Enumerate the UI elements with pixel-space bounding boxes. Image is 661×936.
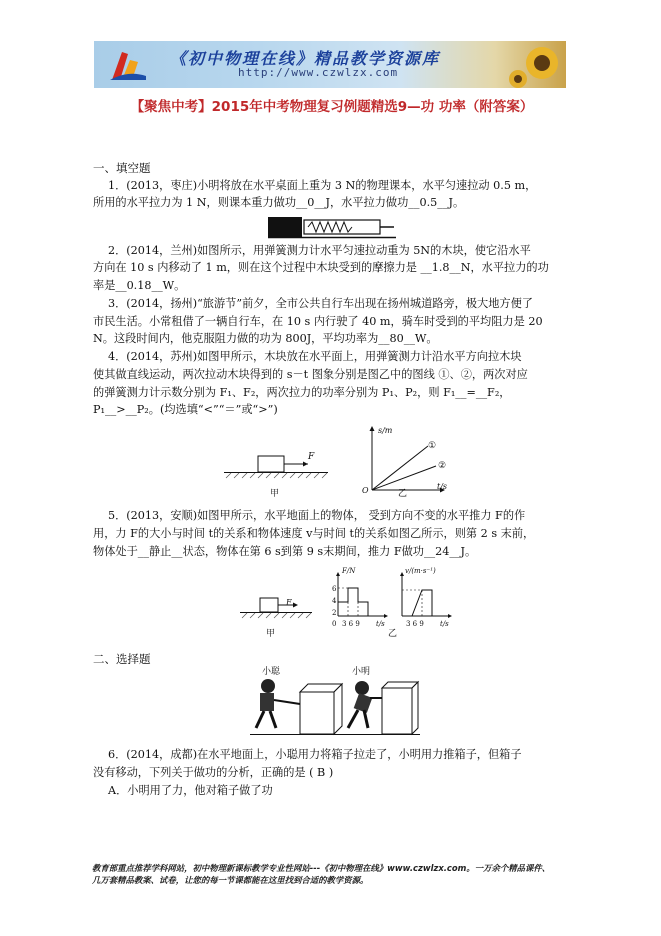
footer-line-1: 教育部重点推荐学科网站，初中物理新课标教学专业性网站---《初中物理在线》www.czwlzx.com。一万余个精品课件、 — [92, 863, 551, 873]
q3-line-1: 3．(2014，扬州)“旅游节”前夕，全市公共自行车出现在扬州城道路旁，极大地方便了 — [108, 297, 533, 310]
q5-v-axis-label: v/(m·s⁻¹) — [405, 567, 436, 575]
q4-line-2-label: ② — [438, 461, 447, 471]
force-step-line — [338, 588, 368, 616]
banner-url: http://www.czwlzx.com — [238, 66, 399, 79]
q6-option-a: A．小明用了力，他对箱子做了功 — [108, 784, 273, 797]
q5-figure-a — [240, 594, 312, 622]
q6-name-xiaoming: 小明 — [352, 667, 371, 677]
q3-line-2: 市民生活。小常租借了一辆自行车，在 10 s 内行驶了 40 m，骑车时受到的平均阻力是 20 — [93, 315, 543, 328]
q4-force-label: F — [308, 452, 315, 462]
object-block — [260, 598, 278, 612]
q5-F-t-graph — [332, 570, 388, 624]
q5-t-axis-label-v: t/s — [440, 620, 449, 628]
q2-block-spring-scale-figure — [268, 213, 396, 239]
q4-line-2: 使其做直线运动，两次拉动木块得到的 s－t 图象分别是图乙中的图线 ①、②，两次对应 — [93, 368, 528, 381]
q5-F-tick-6: 6 — [332, 585, 337, 593]
q1-line-1: 1．(2013，枣庄)小明将放在水平桌面上重为 3 N的物理课本，水平匀速拉动 0.5 m， — [108, 179, 537, 192]
q5-t-ticks-F: 3 6 9 — [342, 620, 360, 628]
velocity-line — [402, 590, 432, 616]
q5-figure-a-label: 甲 — [266, 629, 276, 639]
q4-line-1: 4．(2014，苏州)如图甲所示，木块放在水平面上，用弹簧测力计沿水平方向拉木块 — [108, 350, 522, 363]
q4-figure-a-label: 甲 — [270, 489, 280, 499]
q5-F-tick-4: 4 — [332, 597, 337, 605]
banner-title: 《初中物理在线》精品教学资源库 — [170, 49, 441, 68]
box-right — [382, 682, 418, 734]
box-left — [300, 684, 342, 734]
footer-line-2: 几万套精品教案、试卷，让您的每一节课都能在这里找到合适的教学资源。 — [92, 875, 369, 885]
section-heading-fill-in: 一、填空题 — [93, 161, 151, 175]
q4-line-3: 的弹簧测力计示数分别为 F₁、F₂，两次拉力的功率分别为 P₁、P₂，则 F₁__=__F₂， — [93, 386, 511, 399]
q6-line-2: 没有移动，下列关于做功的分析，正确的是 ( B ) — [93, 766, 334, 779]
q5-line-3: 物体处于__静止__状态，物体在第 6 s到第 9 s末期间，推力 F做功__24__J。 — [93, 545, 477, 558]
q5-F-axis-label: F/N — [342, 567, 356, 575]
q4-s-axis-label: s/m — [378, 426, 393, 435]
sunflower-image-icon — [508, 41, 566, 88]
q4-line-4: P₁__>__P₂。(均选填“<”“＝”或“>”) — [93, 403, 278, 416]
q2-line-3: 率是__0.18__W。 — [93, 279, 186, 292]
wooden-block — [268, 217, 302, 237]
boy-pulling — [256, 679, 300, 728]
q2-line-2: 方向在 10 s 内移动了 1 m，则在这个过程中木块受到的摩擦力是 __1.8__N，水平拉力的功 — [93, 261, 549, 274]
q5-t-axis-label-F: t/s — [376, 620, 385, 628]
q5-line-1: 5．(2013，安顺)如图甲所示，水平地面上的物体， 受到方向不变的水平推力 F的作 — [108, 509, 526, 522]
graph-line-1 — [372, 446, 428, 490]
q2-line-1: 2．(2014，兰州)如图所示，用弹簧测力计水平匀速拉动重为 5N的木块，使它沿水平 — [108, 244, 531, 257]
q5-force-label: F — [286, 598, 292, 607]
q4-t-axis-label: t/s — [437, 482, 448, 491]
q5-origin-label: 0 — [332, 620, 337, 628]
q5-line-2: 用，力 F的大小与时间 t的关系和物体速度 v与时间 t的关系如图乙所示，则第 2 s 末前， — [93, 527, 535, 540]
q6-name-xiaocong: 小聪 — [262, 667, 281, 677]
section-heading-multiple-choice: 二、选择题 — [93, 652, 151, 666]
q5-v-t-graph — [396, 570, 452, 624]
q5-F-tick-2: 2 — [332, 609, 337, 617]
document-title: 【聚焦中考】2015年中考物理复习例题精选9—功 功率（附答案） — [130, 99, 534, 115]
boy-pushing — [348, 681, 382, 728]
q4-line-1-label: ① — [428, 441, 437, 451]
block — [258, 456, 284, 472]
q5-t-ticks-v: 3 6 9 — [406, 620, 424, 628]
site-logo-icon — [108, 46, 148, 84]
q4-origin-label: O — [362, 486, 369, 495]
q6-line-1: 6．(2014，成都)在水平地面上，小聪用力将箱子拉走了，小明用力推箱子，但箱子 — [108, 748, 522, 761]
q5-figure-b-label: 乙 — [388, 629, 398, 639]
q3-line-3: N。这段时间内，他克服阻力做的功为 800J，平均功率为__80__W。 — [93, 332, 438, 345]
q6-push-pull-figure — [250, 676, 420, 744]
page-footer — [92, 862, 612, 886]
q1-line-2: 所用的水平拉力为 1 N，则课本重力做功__0__J，水平拉力做功__0.5__J。 — [93, 196, 465, 209]
q4-figure-b-label: 乙 — [398, 489, 408, 499]
